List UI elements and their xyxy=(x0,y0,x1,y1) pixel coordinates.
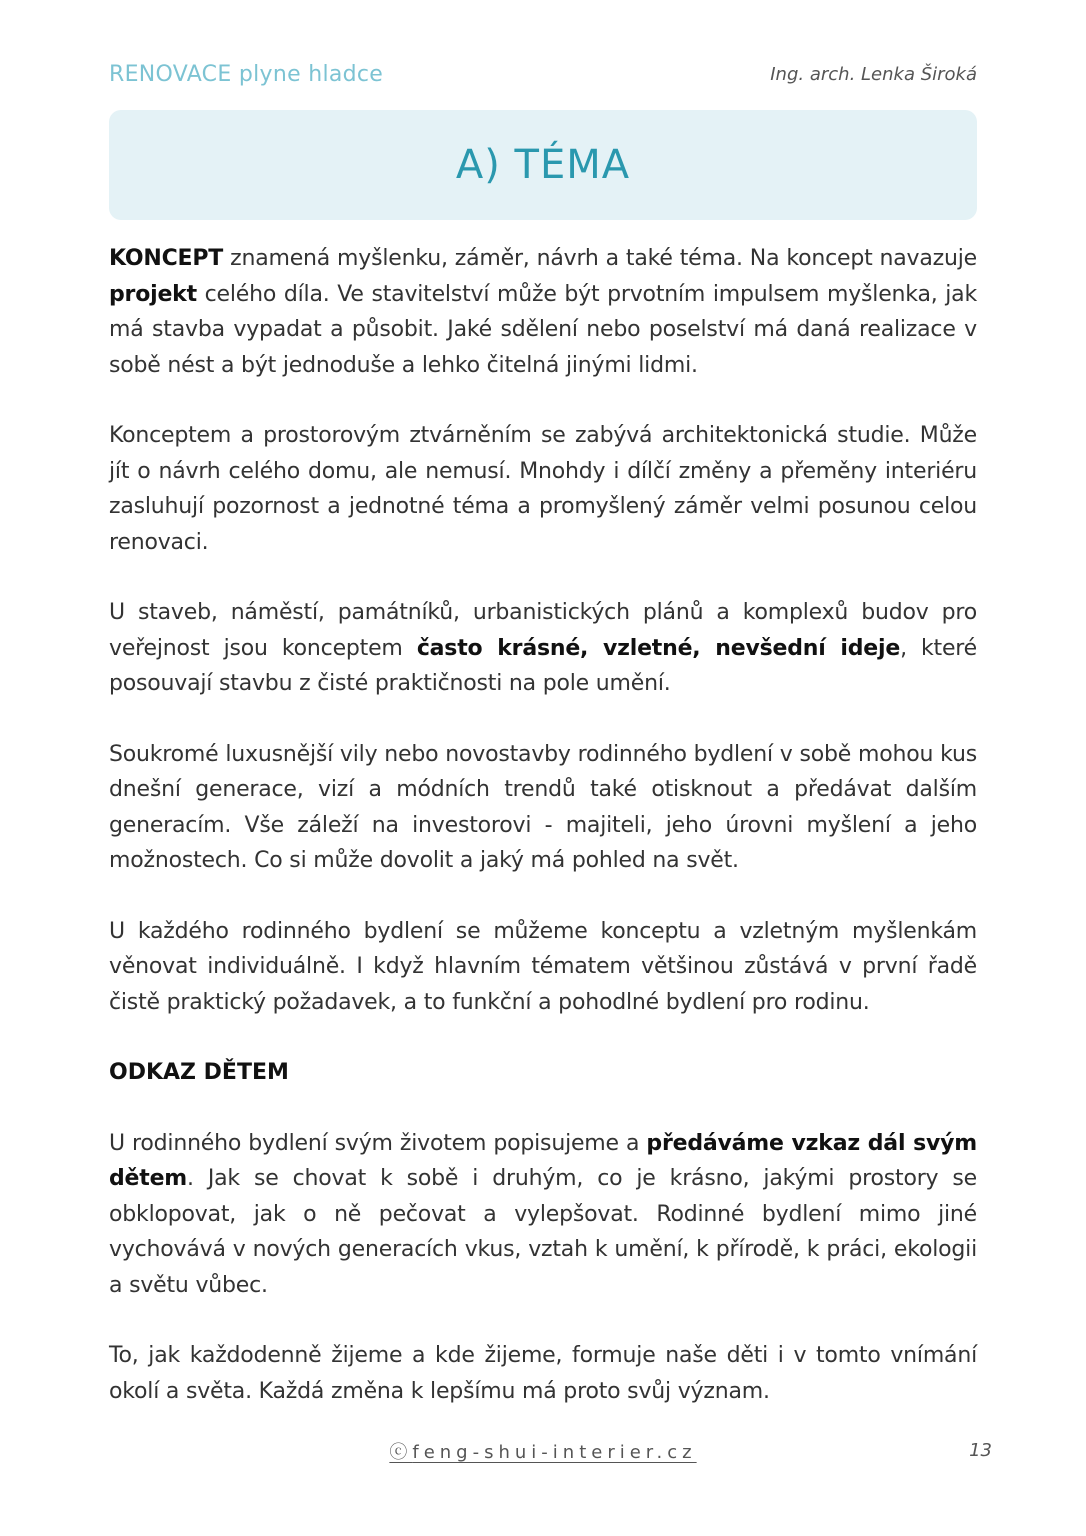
paragraph-zaver: To, jak každodenně žijeme a kde žijeme, formuje naše děti i v tomto vnímání okolí a světa. Každá změna k lepšímu má proto svůj význam. xyxy=(109,1343,977,1404)
footer-site[interactable]: feng-shui-interier.cz xyxy=(412,1442,697,1463)
bold-term: KONCEPT xyxy=(109,246,224,271)
header-author: Ing. arch. Lenka Široká xyxy=(770,64,977,85)
text-run: U staveb, náměstí, památníků, urbanistických plánů a komplexů budov pro veřejnost jsou konceptem xyxy=(109,600,977,661)
text-run: . Jak se chovat k sobě i druhým, co je krásno, jakými prostory se obklopovat, jak o ně pečovat a vylepšovat. Rodinné bydlení mimo jiné vychovává v nových generacích vkus, vztah k umění, k přírodě, k práci, ekologii a světu vůbec. xyxy=(109,1166,977,1298)
paragraph-rodinne-bydleni: U každého rodinného bydlení se můžeme konceptu a vzletným myšlenkám věnovat individuálně. I když hlavním tématem většinou zůstává v první řadě čistě praktický požadavek, a to funkční a pohodlné bydlení pro rodinu. xyxy=(109,918,977,1015)
paragraph-studie: Konceptem a prostorovým ztvárněním se zabývá architektonická studie. Může jít o návrh celého domu, ale nemusí. Mnohdy i dílčí změny a přeměny interiéru zasluhují pozornost a jednotné téma a promyšlený záměr velmi posunou celou renovaci. xyxy=(109,423,977,555)
paragraph-koncept xyxy=(109,241,977,383)
paragraph-stavby xyxy=(109,595,977,702)
bold-term: předáváme vzkaz dál svým dětem xyxy=(109,1130,977,1191)
article-body xyxy=(109,241,977,1444)
section-banner xyxy=(109,110,977,220)
subheading: ODKAZ DĚTEM xyxy=(109,1060,289,1085)
text-run: celého díla. Ve stavitelství může být prvotním impulsem myšlenka, jak má stavba vypadat a působit. Jaké sdělení nebo poselství má daná realizace v sobě nést a být jednoduše a lehko čitelná jinými lidmi. xyxy=(109,281,977,378)
section-title: A) TÉMA xyxy=(455,142,631,188)
paragraph-vily: Soukromé luxusnější vily nebo novostavby rodinného bydlení v sobě mohou kus dnešní generace, vizí a módních trendů také otisknout a předávat dalším generacím. Vše záleží na investorovi - majiteli, jeho úrovni myšlení a jeho možnostech. Co si může dovolit a jaký má pohled na svět. xyxy=(109,741,977,873)
footer-link[interactable] xyxy=(0,1438,1086,1464)
paragraph-odkaz xyxy=(109,1126,977,1304)
text-run: U rodinného bydlení svým životem popisujeme a xyxy=(109,1130,647,1156)
copyright-icon: ⓒ xyxy=(389,1442,413,1463)
header-title: RENOVACE plyne hladce xyxy=(109,62,384,87)
bold-term: projekt xyxy=(109,281,197,307)
text-run: znamená myšlenku, záměr, návrh a také téma. Na koncept navazuje xyxy=(223,246,977,271)
text-run: , které posouvají stavbu z čisté praktičnosti na pole umění. xyxy=(109,635,977,696)
bold-term: často krásné, vzletné, nevšední ideje xyxy=(416,635,901,661)
page-number: 13 xyxy=(969,1440,992,1461)
